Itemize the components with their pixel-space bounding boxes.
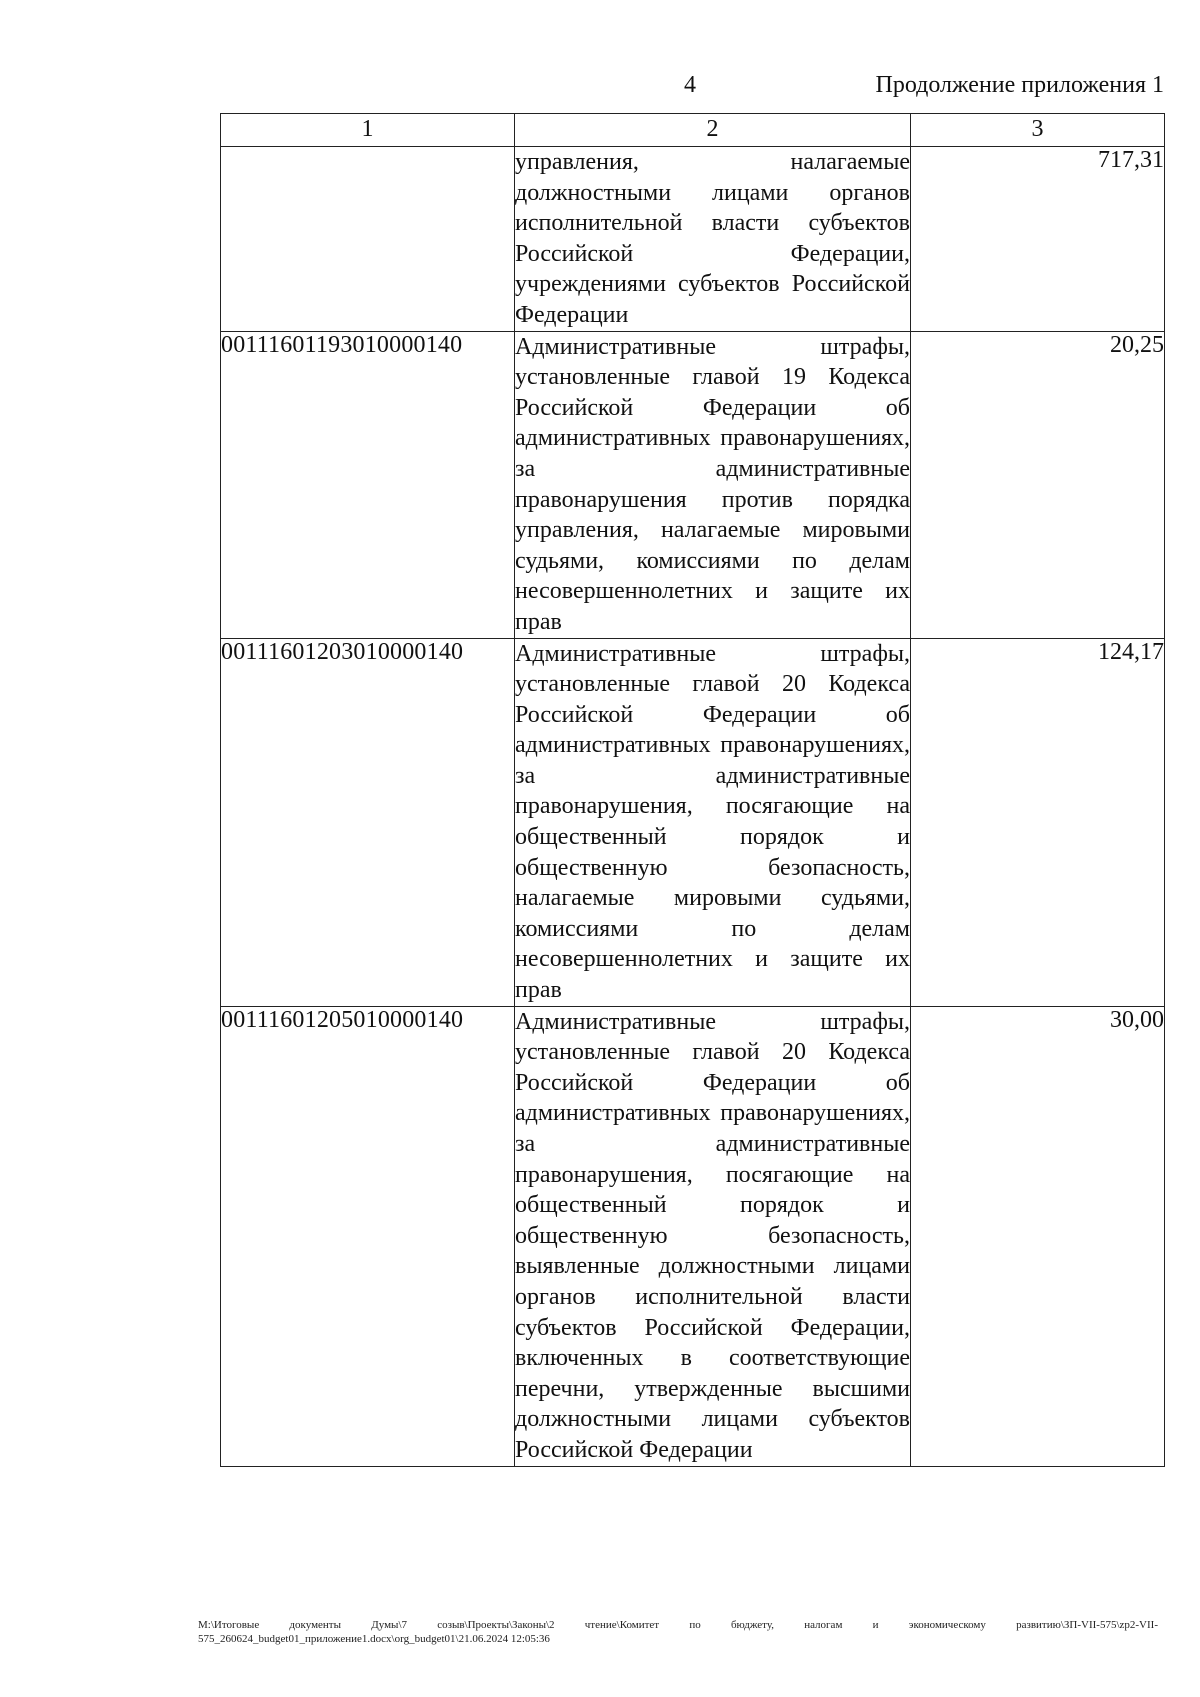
row-amount: 124,17 xyxy=(911,638,1165,1006)
row-description: Административные штрафы, установленные главой 20 Кодекса Российской Федерации об административных правонарушениях, за административные правонарушения, посягающие на общественный порядок и общественную безопасность, налагаемые мировыми судьями, комиссиями по делам несовершеннолетних и защите их прав xyxy=(515,638,911,1006)
row-description: управления, налагаемые должностными лицами органов исполнительной власти субъектов Российской Федерации, учреждениями субъектов Российской Федерации xyxy=(515,147,911,332)
row-code: 00111601203010000140 xyxy=(221,638,515,1006)
row-amount: 30,00 xyxy=(911,1006,1165,1466)
row-code: 00111601193010000140 xyxy=(221,331,515,638)
table-row xyxy=(221,638,1165,1006)
row-amount: 20,25 xyxy=(911,331,1165,638)
column-header-1: 1 xyxy=(221,114,515,147)
table-row xyxy=(221,331,1165,638)
row-amount: 717,31 xyxy=(911,147,1165,332)
row-description: Административные штрафы, установленные главой 19 Кодекса Российской Федерации об административных правонарушениях, за административные правонарушения против порядка управления, налагаемые мировыми судьями, комиссиями по делам несовершеннолетних и защите их прав xyxy=(515,331,911,638)
table-header-row xyxy=(221,114,1165,147)
row-code xyxy=(221,147,515,332)
continuation-label: Продолжение приложения 1 xyxy=(875,72,1164,98)
revenue-table xyxy=(220,113,1165,1467)
row-code: 00111601205010000140 xyxy=(221,1006,515,1466)
table-row xyxy=(221,1006,1165,1466)
page-number: 4 xyxy=(684,72,696,98)
file-path-footer: M:\Итоговые документы Думы\7 созыв\Проекты\Законы\2 чтение\Комитет по бюджету, налогам и экономическому развитию\ЗП-VII-575\zp2-VII-575_260624_budget01_приложение1.docx\org_budget01\21.06.2024 12:05:36 xyxy=(198,1619,1158,1645)
column-header-2: 2 xyxy=(515,114,911,147)
column-header-3: 3 xyxy=(911,114,1165,147)
table-row xyxy=(221,147,1165,332)
row-description: Административные штрафы, установленные главой 20 Кодекса Российской Федерации об административных правонарушениях, за административные правонарушения, посягающие на общественный порядок и общественную безопасность, выявленные должностными лицами органов исполнительной власти субъектов Российской Федерации, включенных в соответствующие перечни, утвержденные высшими должностными лицами субъектов Российской Федерации xyxy=(515,1006,911,1466)
